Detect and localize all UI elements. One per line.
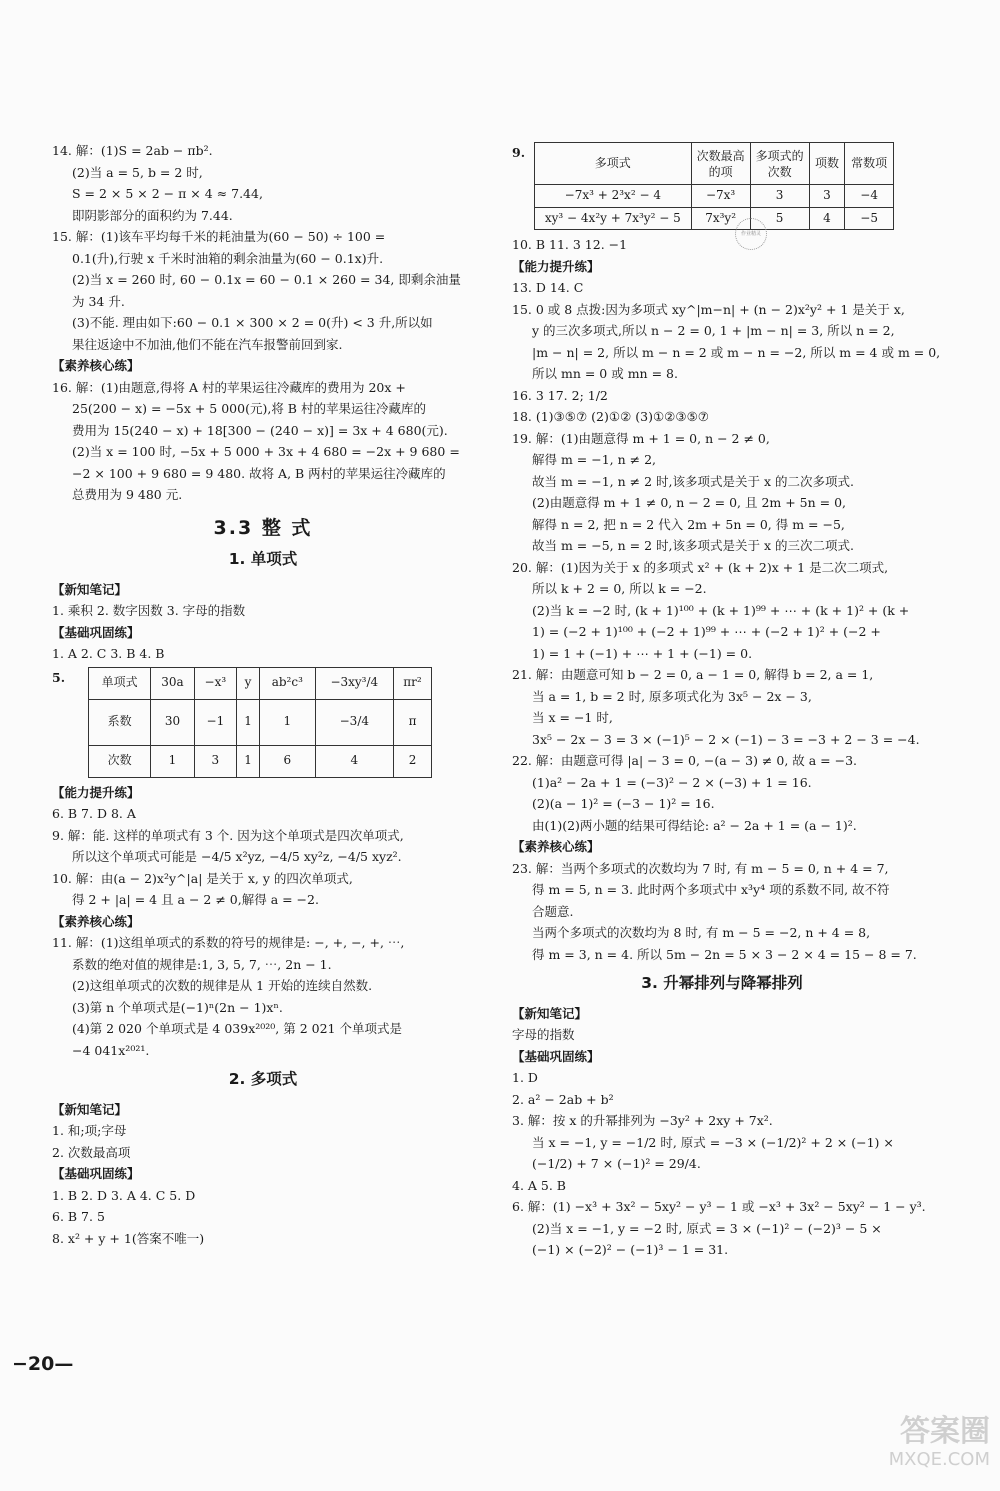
subsection-title: 3. 升幂排列与降幂排列	[641, 974, 803, 992]
answer-line: 3. 解：按 x 的升幂排列为 −3y² + 2xy + 7x².	[512, 1113, 773, 1128]
table-cell: 系数	[89, 699, 151, 745]
exercise-group-heading: 【基础巩固练】	[512, 1048, 600, 1064]
table-label: 9.	[512, 145, 526, 160]
text-line: (2)当 x = −1, y = −2 时, 原式 = 3 × (−1)² − (−2)³ − 5 ×	[532, 1220, 882, 1236]
text-line: 6. B 7. 5	[52, 1209, 105, 1224]
text-line: 6. B 7. D 8. A	[52, 806, 136, 821]
text-line: (2)当 x = 100 时, −5x + 5 000 + 3x + 4 680 = −2x + 9 680 =	[72, 444, 460, 459]
text-line: (1)a² − 2a + 1 = (−3)² − 2 × (−3) + 1 = 16.	[532, 774, 812, 790]
text-line: 所以 mn = 0 或 mn = 8.	[532, 366, 678, 381]
table-row	[89, 699, 432, 745]
table-cell: 次数最高的项	[691, 143, 750, 185]
table-cell: 2	[394, 745, 432, 777]
text-line: 解得 m = −1, n ≠ 2,	[532, 452, 657, 467]
text-line: 由(1)(2)两小题的结果可得结论: a² − 2a + 1 = (a − 1)².	[532, 817, 857, 833]
text-line: (2)由题意得 m + 1 ≠ 0, n − 2 = 0, 且 2m + 5n = 0,	[532, 495, 847, 510]
table-cell: 7x³y²	[691, 207, 750, 230]
text-line: 得 m = 3, n = 4. 所以 5m − 2n = 5 × 3 − 2 × 4 = 15 − 8 = 7.	[532, 946, 917, 962]
monomial-table	[88, 667, 432, 778]
table-cell: −5	[845, 207, 894, 230]
text-line: (−1/2) + 7 × (−1)² = 29/4.	[532, 1156, 701, 1171]
text-line: 8. x² + y + 1(答案不唯一)	[52, 1230, 205, 1246]
text-line: 果往返途中不加油,他们不能在汽车报警前回到家.	[72, 336, 343, 352]
exercise-group-heading: 【基础巩固练】	[52, 624, 140, 640]
table-cell: 项数	[809, 143, 845, 185]
answer-line: 19. 解：(1)由题意得 m + 1 = 0, n − 2 ≠ 0,	[512, 430, 770, 446]
table-cell: 30	[151, 699, 194, 745]
table-cell: 单项式	[89, 667, 151, 699]
text-line: 2. 次数最高项	[52, 1144, 131, 1160]
text-line: 1. A 2. C 3. B 4. B	[52, 646, 165, 661]
text-line: −2 × 100 + 9 680 = 9 480. 故将 A, B 两村的苹果运往冷藏库的	[72, 465, 446, 481]
text-line: 1. B 2. D 3. A 4. C 5. D	[52, 1187, 196, 1203]
text-line: 所以 k + 2 = 0, 所以 k = −2.	[532, 581, 707, 596]
text-line: 当 x = −1, y = −1/2 时, 原式 = −3 × (−1/2)² + 2 × (−1) ×	[532, 1134, 894, 1150]
table-cell: 3	[809, 185, 845, 208]
subsection-title: 1. 单项式	[228, 550, 298, 568]
text-line: S = 2 × 5 × 2 − π × 4 ≈ 7.44,	[72, 186, 263, 201]
exercise-group-heading: 【新知笔记】	[512, 1005, 588, 1021]
table-row	[89, 667, 432, 699]
table-row	[535, 207, 894, 230]
table-cell: 4	[315, 745, 393, 777]
text-line: 得 2 + |a| = 4 且 a − 2 ≠ 0,解得 a = −2.	[72, 892, 319, 907]
text-line: 2. a² − 2ab + b²	[512, 1091, 614, 1107]
text-line: (2)(a − 1)² = (−3 − 1)² = 16.	[532, 796, 715, 811]
text-line: 字母的指数	[512, 1027, 575, 1042]
table-cell: 1	[260, 699, 316, 745]
answer-line: 21. 解：由题意可知 b − 2 = 0, a − 1 = 0, 解得 b = 2, a = 1,	[512, 667, 874, 682]
table-cell: 多项式	[535, 143, 692, 185]
answer-line: 15. 解：(1)该车平均每千米的耗油量为(60 − 50) ÷ 100 =	[52, 229, 386, 244]
polynomial-table-block	[512, 142, 932, 230]
text-line: |m − n| = 2, 所以 m − n = 2 或 m − n = −2, 所以 m = 4 或 m = 0,	[532, 344, 941, 360]
answer-line: 11. 解：(1)这组单项式的系数的符号的规律是: −, +, −, +, ⋯,	[52, 935, 405, 950]
answer-line: 14. 解：(1)S = 2ab − πb².	[52, 143, 213, 158]
text-line: 解得 n = 2, 把 n = 2 代入 2m + 5n = 0, 得 m = −5,	[532, 516, 845, 532]
table-cell: 3	[750, 185, 809, 208]
table-cell: −1	[194, 699, 236, 745]
text-line: 即阴影部分的面积约为 7.44.	[72, 207, 233, 223]
watermark	[830, 1415, 990, 1471]
table-cell: y	[237, 667, 260, 699]
text-line: (2)当 a = 5, b = 2 时,	[72, 164, 203, 180]
exercise-group-heading: 【能力提升练】	[52, 784, 140, 800]
answer-line: 16. 解：(1)由题意,得将 A 村的苹果运往冷藏库的费用为 20x +	[52, 379, 406, 395]
text-line: 4. A 5. B	[512, 1177, 566, 1193]
text-line: 16. 3 17. 2; 1/2	[512, 387, 608, 403]
answer-line: 20. 解：(1)因为关于 x 的多项式 x² + (k + 2)x + 1 是二次二项式,	[512, 559, 889, 575]
subsection-title: 2. 多项式	[228, 1070, 298, 1088]
text-line: 3x⁵ − 2x − 3 = 3 × (−1)⁵ − 2 × (−1) − 3 = −3 + 2 − 3 = −4.	[532, 731, 920, 747]
table-cell: −3xy³/4	[315, 667, 393, 699]
left-column	[52, 140, 474, 1249]
table-cell: −7x³	[691, 185, 750, 208]
answer-line: 15. 0 或 8 点拨:因为多项式 xy^|m−n| + (n − 2)x²y² + 1 是关于 x,	[512, 301, 905, 317]
table-cell: 常数项	[845, 143, 894, 185]
text-line: −4 041x²⁰²¹.	[72, 1042, 150, 1058]
table-label: 5.	[52, 669, 66, 685]
table-cell: 6	[260, 745, 316, 777]
table-cell: xy³ − 4x²y + 7x³y² − 5	[535, 207, 692, 230]
exercise-group-heading: 【素养核心练】	[512, 839, 600, 854]
table-cell: 1	[151, 745, 194, 777]
text-line: (3)第 n 个单项式是(−1)ⁿ(2n − 1)xⁿ.	[72, 999, 283, 1015]
table-cell: −4	[845, 185, 894, 208]
table-cell: −x³	[194, 667, 236, 699]
page-number: −20—	[12, 1353, 74, 1375]
answer-line: 22. 解：由题意可得 |a| − 3 = 0, −(a − 3) ≠ 0, 故 a = −3.	[512, 753, 858, 768]
text-line: y 的三次多项式,所以 n − 2 = 0, 1 + |m − n| = 3, 所以 n = 2,	[532, 323, 895, 338]
text-line: 总费用为 9 480 元.	[72, 487, 183, 502]
table-row	[535, 185, 894, 208]
table-cell: 5	[750, 207, 809, 230]
text-line: 故当 m = −1, n ≠ 2 时,该多项式是关于 x 的二次多项式.	[532, 473, 854, 489]
section-title: 3.3 整 式	[213, 516, 313, 539]
text-line: 25(200 − x) = −5x + 5 000(元),将 B 村的苹果运往冷藏库的	[72, 401, 426, 416]
table-cell: −7x³ + 2³x² − 4	[535, 185, 692, 208]
stamp: 作业精灵	[735, 218, 767, 250]
text-line: 当 a = 1, b = 2 时, 原多项式化为 3x⁵ − 2x − 3,	[532, 688, 812, 704]
text-line: 1) = (−2 + 1)¹⁰⁰ + (−2 + 1)⁹⁹ + ⋯ + (−2 + 1)² + (−2 +	[532, 624, 881, 639]
answer-line: 23. 解：当两个多项式的次数均为 7 时, 有 m − 5 = 0, n + 4 = 7,	[512, 860, 889, 876]
text-line: 1) = 1 + (−1) + ⋯ + 1 + (−1) = 0.	[532, 645, 753, 661]
table-cell: 30a	[151, 667, 194, 699]
text-line: 系数的绝对值的规律是:1, 3, 5, 7, ⋯, 2n − 1.	[72, 956, 332, 972]
text-line: 所以这个单项式可能是 −4/5 x²yz, −4/5 xy²z, −4/5 xyz².	[72, 849, 402, 864]
text-line: 当 x = −1 时,	[532, 710, 613, 725]
text-line: 1. 乘积 2. 数字因数 3. 字母的指数	[52, 603, 246, 618]
exercise-group-heading: 【素养核心练】	[52, 358, 140, 373]
monomial-table-block	[52, 667, 474, 778]
text-line: (2)当 k = −2 时, (k + 1)¹⁰⁰ + (k + 1)⁹⁹ + ⋯ + (k + 1)² + (k +	[532, 602, 910, 618]
table-cell: 4	[809, 207, 845, 230]
table-cell: πr²	[394, 667, 432, 699]
table-cell: ab²c³	[260, 667, 316, 699]
text-line: 10. B 11. 3 12. −1	[512, 237, 628, 252]
table-cell: 3	[194, 745, 236, 777]
answer-line: 10. 解：由(a − 2)x²y^|a| 是关于 x, y 的四次单项式,	[52, 870, 353, 886]
right-column	[512, 140, 941, 1261]
watermark-logo: 答案圈	[900, 1414, 990, 1449]
table-cell: π	[394, 699, 432, 745]
text-line: 故当 m = −5, n = 2 时,该多项式是关于 x 的三次二项式.	[532, 538, 854, 553]
exercise-group-heading: 【素养核心练】	[52, 913, 140, 929]
table-cell: 1	[237, 699, 260, 745]
text-line: 得 m = 5, n = 3. 此时两个多项式中 x³y⁴ 项的系数不同, 故不符	[532, 882, 890, 897]
text-line: 18. (1)③⑤⑦ (2)①② (3)①②③⑤⑦	[512, 409, 709, 424]
table-cell: −3/4	[315, 699, 393, 745]
text-line: (2)当 x = 260 时, 60 − 0.1x = 60 − 0.1 × 260 = 34, 即剩余油量	[72, 272, 461, 287]
text-line: 1. D	[512, 1070, 538, 1085]
text-line: 1. 和;项;字母	[52, 1123, 127, 1138]
text-line: 为 34 升.	[72, 293, 125, 309]
text-line: 合题意.	[532, 903, 574, 919]
exercise-group-heading: 【新知笔记】	[52, 581, 128, 597]
text-line: 当两个多项式的次数均为 8 时, 有 m − 5 = −2, n + 4 = 8,	[532, 925, 871, 940]
text-line: (4)第 2 020 个单项式是 4 039x²⁰²⁰, 第 2 021 个单项式是	[72, 1021, 402, 1036]
text-line: 13. D 14. C	[512, 280, 584, 295]
text-line: 费用为 15(240 − x) + 18[300 − (240 − x)] = 3x + 4 680(元).	[72, 422, 448, 438]
watermark-url: MXQE.COM	[888, 1449, 990, 1470]
table-cell: 1	[237, 745, 260, 777]
exercise-group-heading: 【能力提升练】	[512, 258, 600, 274]
polynomial-table	[534, 142, 894, 230]
text-line: (3)不能. 理由如下:60 − 0.1 × 300 × 2 = 0(升) < 3 升,所以如	[72, 315, 433, 330]
table-cell: 次数	[89, 745, 151, 777]
text-line: 0.1(升),行驶 x 千米时油箱的剩余油量为(60 − 0.1x)升.	[72, 250, 384, 266]
answer-line: 6. 解：(1) −x³ + 3x² − 5xy² − y³ − 1 或 −x³ + 3x² − 5xy² − 1 − y³.	[512, 1199, 926, 1214]
answer-line: 9. 解：能. 这样的单项式有 3 个. 因为这个单项式是四次单项式,	[52, 827, 404, 843]
exercise-group-heading: 【基础巩固练】	[52, 1166, 140, 1181]
table-cell: 多项式的次数	[750, 143, 809, 185]
table-row	[535, 143, 894, 185]
text-line: (2)这组单项式的次数的规律是从 1 开始的连续自然数.	[72, 978, 373, 993]
text-line: (−1) × (−2)² − (−1)³ − 1 = 31.	[532, 1242, 729, 1257]
exercise-group-heading: 【新知笔记】	[52, 1101, 128, 1117]
table-row	[89, 745, 432, 777]
